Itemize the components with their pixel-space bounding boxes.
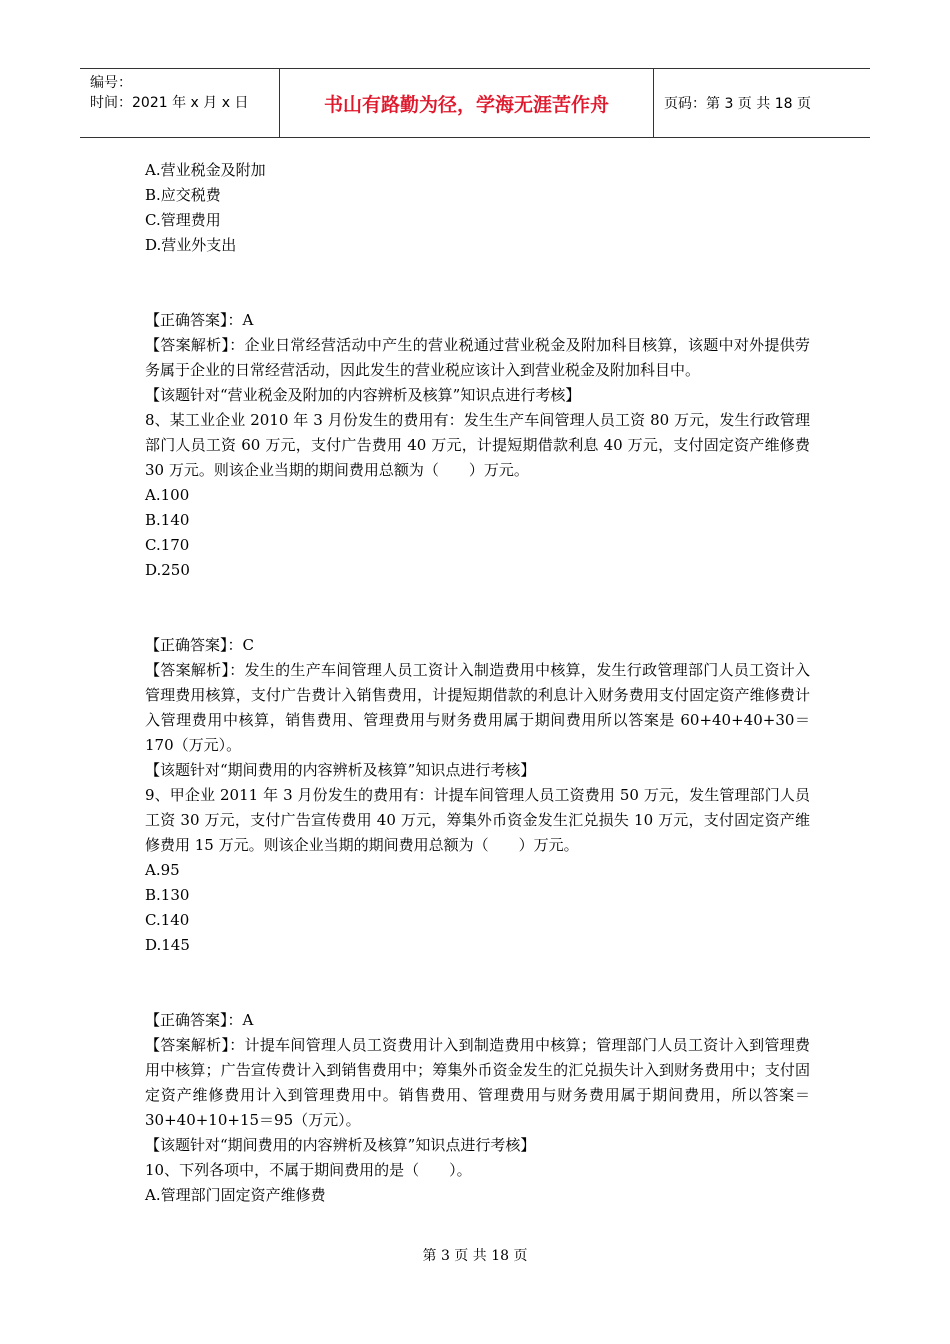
text-line: 8、某工业企业 2010 年 3 月份发生的费用有：发生生产车间管理人员工资 80 万元，发生行政管理部门人员工资 60 万元，支付广告费用 40 万元，计提短期借款利息 40 万元，支付固定资产维修费 30 万元。则该企业当期的期间费用总额为（ ）万元。 bbox=[145, 411, 810, 479]
text-line: A.95 bbox=[145, 861, 180, 879]
text-line: 【答案解析】：计提车间管理人员工资费用计入到制造费用中核算；管理部门人员工资计入到管理费用中核算；广告宣传费计入到销售费用中；筹集外币资金发生的汇兑损失计入到财务费用中；支付固定资产维修费用计入到管理费用中。销售费用、管理费用与财务费用属于期间费用，所以答案＝30+40+10+15＝95（万元）。 bbox=[145, 1036, 810, 1129]
text-line: C.管理费用 bbox=[145, 211, 221, 229]
text-line: 【正确答案】：A bbox=[145, 1011, 254, 1029]
text-line: 【答案解析】：企业日常经营活动中产生的营业税通过营业税金及附加科目核算，该题中对外提供劳务属于企业的日常经营活动，因此发生的营业税应该计入到营业税金及附加科目中。 bbox=[145, 336, 810, 379]
paragraph-gap bbox=[145, 583, 810, 633]
text-line: 【正确答案】：A bbox=[145, 311, 254, 329]
page-header bbox=[80, 68, 870, 138]
document-id-label: 编号： bbox=[90, 75, 132, 91]
header-page-info: 页码：第 3 页 共 18 页 bbox=[664, 96, 811, 112]
text-line: 【该题针对“期间费用的内容辨析及核算”知识点进行考核】 bbox=[145, 761, 536, 779]
text-line: B.应交税费 bbox=[145, 186, 221, 204]
text-line: D.145 bbox=[145, 936, 190, 954]
text-line: 【该题针对“营业税金及附加的内容辨析及核算”知识点进行考核】 bbox=[145, 386, 581, 404]
text-line: A.营业税金及附加 bbox=[145, 161, 266, 179]
text-line: B.140 bbox=[145, 511, 190, 529]
header-motto: 书山有路勤为径，学海无涯苦作舟 bbox=[280, 69, 654, 137]
paragraph-gap bbox=[145, 258, 810, 308]
text-line: 【正确答案】：C bbox=[145, 636, 254, 654]
paragraph-gap bbox=[145, 958, 810, 1008]
text-line: B.130 bbox=[145, 886, 190, 904]
document-date: 时间：2021 年 x 月 x 日 bbox=[90, 95, 249, 111]
text-line: C.170 bbox=[145, 536, 190, 554]
text-line: A.100 bbox=[145, 486, 190, 504]
header-meta bbox=[80, 69, 280, 137]
text-line: A.管理部门固定资产维修费 bbox=[145, 1186, 326, 1204]
text-line: D.250 bbox=[145, 561, 190, 579]
text-line: D.营业外支出 bbox=[145, 236, 237, 254]
text-line: 【该题针对“期间费用的内容辨析及核算”知识点进行考核】 bbox=[145, 1136, 536, 1154]
page-footer: 第 3 页 共 18 页 bbox=[422, 1248, 528, 1264]
document-body bbox=[145, 158, 810, 1208]
text-line: 10、下列各项中，不属于期间费用的是（ ）。 bbox=[145, 1161, 472, 1179]
text-line: 【答案解析】：发生的生产车间管理人员工资计入制造费用中核算，发生行政管理部门人员工资计入管理费用核算，支付广告费计入销售费用，计提短期借款的利息计入财务费用支付固定资产维修费计入管理费用中核算，销售费用、管理费用与财务费用属于期间费用所以答案是 60+40+40+30＝170（万元）。 bbox=[145, 661, 810, 754]
text-line: 9、甲企业 2011 年 3 月份发生的费用有：计提车间管理人员工资费用 50 万元，发生管理部门人员工资 30 万元，支付广告宣传费用 40 万元，筹集外币资金发生汇兑损失 10 万元，支付固定资产维修费用 15 万元。则该企业当期的期间费用总额为（ ）万元。 bbox=[145, 786, 810, 854]
text-line: C.140 bbox=[145, 911, 190, 929]
